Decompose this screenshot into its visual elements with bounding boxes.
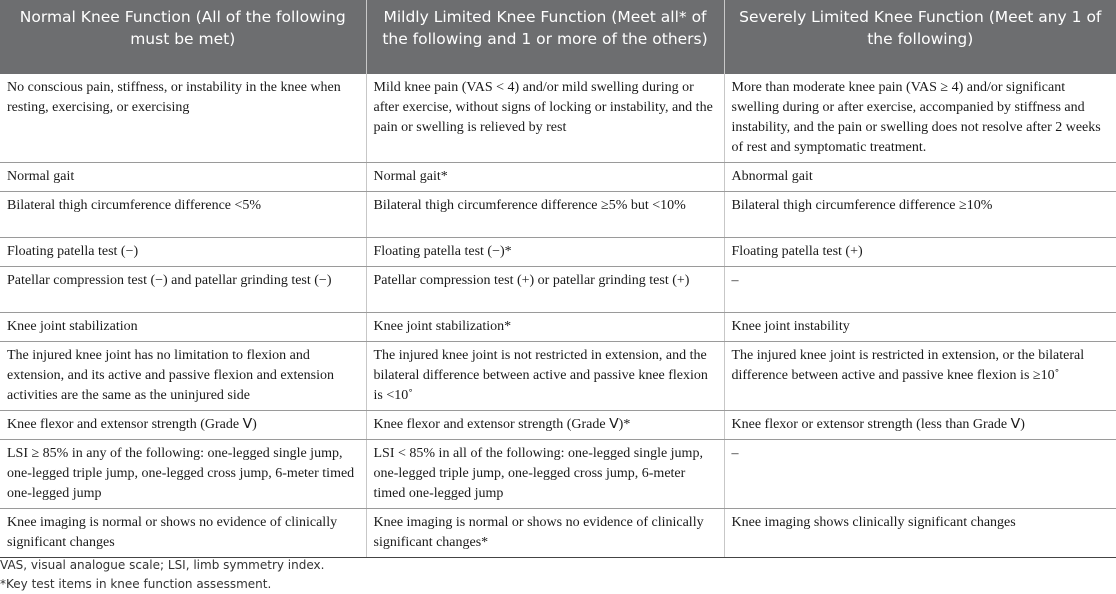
header-normal-function: Normal Knee Function (All of the following must be met) — [0, 0, 366, 74]
footnote-key-items: *Key test items in knee function assessment. — [0, 577, 272, 591]
cell-severe: – — [724, 440, 1116, 509]
cell-severe: Knee imaging shows clinically significant changes — [724, 509, 1116, 558]
cell-mild: The injured knee joint is not restricted in extension, and the bilateral difference between active and passive knee flexion is <10˚ — [366, 342, 724, 411]
cell-severe: Knee joint instability — [724, 313, 1116, 342]
cell-mild: Knee joint stabilization* — [366, 313, 724, 342]
table-row — [0, 440, 1116, 509]
cell-mild: Normal gait* — [366, 163, 724, 192]
cell-normal: The injured knee joint has no limitation to flexion and extension, and its active and passive flexion and extension activities are the same as the uninjured side — [0, 342, 366, 411]
cell-normal: Normal gait — [0, 163, 366, 192]
cell-normal: LSI ≥ 85% in any of the following: one-legged single jump, one-legged triple jump, one-legged cross jump, 6-meter timed one-legged jump — [0, 440, 366, 509]
cell-normal: Knee imaging is normal or shows no evidence of clinically significant changes — [0, 509, 366, 558]
footnote-abbreviations: VAS, visual analogue scale; LSI, limb symmetry index. — [0, 558, 325, 572]
cell-mild: Knee flexor and extensor strength (Grade Ⅴ)* — [366, 411, 724, 440]
table-header-row — [0, 0, 1116, 74]
table-row — [0, 342, 1116, 411]
header-severe-limitation: Severely Limited Knee Function (Meet any 1 of the following) — [724, 0, 1116, 74]
cell-severe: Bilateral thigh circumference difference ≥10% — [724, 192, 1116, 238]
cell-mild: Mild knee pain (VAS < 4) and/or mild swelling during or after exercise, without signs of locking or instability, and the pain or swelling is relieved by rest — [366, 74, 724, 163]
table-row — [0, 509, 1116, 558]
cell-severe: Floating patella test (+) — [724, 238, 1116, 267]
cell-severe: Abnormal gait — [724, 163, 1116, 192]
cell-mild: Floating patella test (−)* — [366, 238, 724, 267]
table-row — [0, 74, 1116, 163]
cell-normal: Knee flexor and extensor strength (Grade Ⅴ) — [0, 411, 366, 440]
cell-mild: LSI < 85% in all of the following: one-legged single jump, one-legged triple jump, one-legged cross jump, 6-meter timed one-legged jump — [366, 440, 724, 509]
table-row — [0, 192, 1116, 238]
cell-mild: Patellar compression test (+) or patellar grinding test (+) — [366, 267, 724, 313]
cell-severe: The injured knee joint is restricted in extension, or the bilateral difference between active and passive knee flexion is ≥10˚ — [724, 342, 1116, 411]
table-row — [0, 267, 1116, 313]
cell-normal: Knee joint stabilization — [0, 313, 366, 342]
cell-normal: Bilateral thigh circumference difference <5% — [0, 192, 366, 238]
header-mild-limitation: Mildly Limited Knee Function (Meet all* of the following and 1 or more of the others) — [366, 0, 724, 74]
table-row — [0, 238, 1116, 267]
cell-normal: Patellar compression test (−) and patellar grinding test (−) — [0, 267, 366, 313]
cell-normal: No conscious pain, stiffness, or instability in the knee when resting, exercising, or exercising — [0, 74, 366, 163]
table-row — [0, 313, 1116, 342]
cell-severe: More than moderate knee pain (VAS ≥ 4) and/or significant swelling during or after exercise, accompanied by stiffness and instability, and the pain or swelling does not resolve after 2 weeks of rest and symptomatic treatment. — [724, 74, 1116, 163]
table-row — [0, 163, 1116, 192]
cell-normal: Floating patella test (−) — [0, 238, 366, 267]
cell-severe: Knee flexor or extensor strength (less than Grade Ⅴ) — [724, 411, 1116, 440]
cell-mild: Bilateral thigh circumference difference ≥5% but <10% — [366, 192, 724, 238]
table-row — [0, 411, 1116, 440]
cell-severe: – — [724, 267, 1116, 313]
cell-mild: Knee imaging is normal or shows no evidence of clinically significant changes* — [366, 509, 724, 558]
